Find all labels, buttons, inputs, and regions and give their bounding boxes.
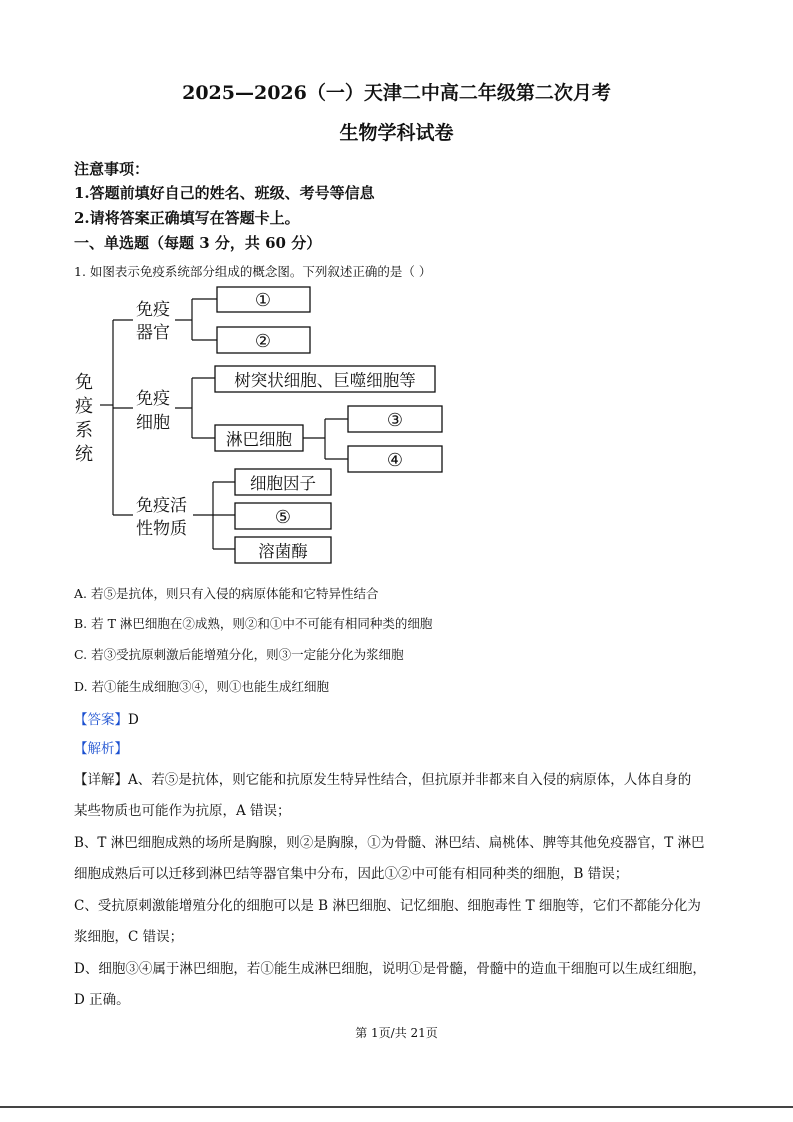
analysis-line: B、T 淋巴细胞成熟的场所是胸腺，则②是胸腺，①为骨髓、淋巴结、扁桃体、脾等其他免疫器官，T 淋巴 <box>74 835 705 851</box>
answer-tag: 【答案】 <box>74 712 128 728</box>
root-label-char: 免 <box>75 372 93 393</box>
box-lymph-label: 淋巴细胞 <box>226 430 292 449</box>
substance-label: 性物质 <box>136 519 187 539</box>
box-1-label: ① <box>254 290 272 311</box>
answer-value: D <box>128 712 139 728</box>
detail-tag: 【详解】 <box>74 772 128 788</box>
page-number: 第 1页/共 21页 <box>355 1026 438 1040</box>
organ-label: 器官 <box>136 323 170 343</box>
question-stem: 1. 如图表示免疫系统部分组成的概念图。下列叙述正确的是（ ） <box>74 264 432 279</box>
notes-item: 2.请将答案正确填写在答题卡上。 <box>74 209 300 227</box>
option-d: D. 若①能生成细胞③④，则①也能生成红细胞 <box>74 679 330 694</box>
root-label-char: 统 <box>75 444 93 465</box>
analysis-line: D、细胞③④属于淋巴细胞，若①能生成淋巴细胞，说明①是骨髓，骨髓中的造血干细胞可以生成红细胞， <box>74 961 706 977</box>
cell-label: 免疫 <box>136 389 170 409</box>
notes-heading: 注意事项： <box>74 160 150 178</box>
analysis-line <box>74 768 691 788</box>
analysis-line: C、受抗原刺激能增殖分化的细胞可以是 B 淋巴细胞、记忆细胞、细胞毒性 T 细胞等，它们不都能分化为 <box>74 898 701 914</box>
analysis-line: 细胞成熟后可以迁移到淋巴结等器官集中分布，因此①②中可能有相同种类的细胞，B 错误； <box>74 866 629 882</box>
box-lysozyme-label: 溶菌酶 <box>258 542 308 561</box>
substance-label: 免疫活 <box>136 496 187 516</box>
page-subtitle: 生物学科试卷 <box>339 122 454 144</box>
box-4-label: ④ <box>386 450 404 471</box>
page-title: 2025—2026（一）天津二中高二年级第二次月考 <box>182 82 611 104</box>
box-3-label: ③ <box>386 410 404 431</box>
box-5-label: ⑤ <box>274 507 292 528</box>
root-label-char: 疫 <box>75 396 93 417</box>
cell-label: 细胞 <box>136 413 170 433</box>
analysis-tag: 【解析】 <box>74 741 128 757</box>
box-dc-label: 树突状细胞、巨噬细胞等 <box>234 371 416 390</box>
option-b: B. 若 T 淋巴细胞在②成熟，则②和①中不可能有相同种类的细胞 <box>74 616 433 631</box>
answer-row <box>74 708 139 728</box>
notes-item: 1.答题前填好自己的姓名、班级、考号等信息 <box>74 184 375 202</box>
analysis-line: 某些物质也可能作为抗原，A 错误； <box>74 803 291 819</box>
box-cytokine-label: 细胞因子 <box>250 474 316 493</box>
bottom-rule <box>0 1106 793 1108</box>
option-c: C. 若③受抗原刺激后能增殖分化，则③一定能分化为浆细胞 <box>74 647 404 662</box>
option-a: A. 若⑤是抗体，则只有入侵的病原体能和它特异性结合 <box>74 586 379 601</box>
section-heading: 一、单选题（每题 3 分，共 60 分） <box>74 234 322 252</box>
root-label-char: 系 <box>75 420 93 441</box>
analysis-text: A、若⑤是抗体，则它能和抗原发生特异性结合，但抗原并非都来自入侵的病原体，人体自身的 <box>128 772 692 788</box>
diagram-boxes <box>215 287 442 563</box>
analysis-line: 浆细胞，C 错误； <box>74 929 184 945</box>
organ-label: 免疫 <box>136 300 170 320</box>
analysis-line: D 正确。 <box>74 992 130 1008</box>
box-2-label: ② <box>254 331 272 352</box>
